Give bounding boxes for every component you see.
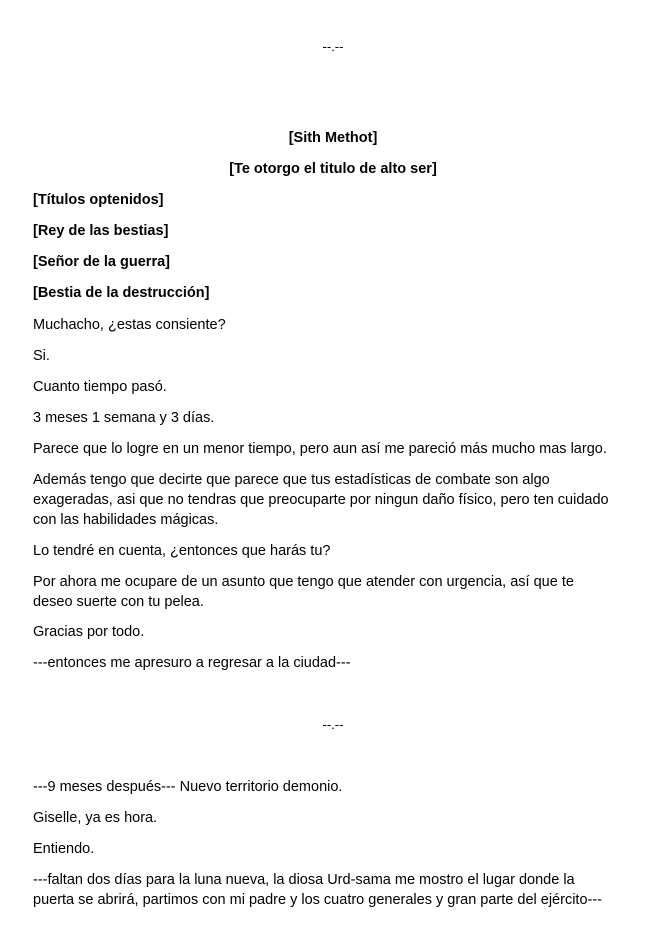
paragraph-line: Además tengo que decirte que parece que tus estadísticas de combate son algo [33,472,550,488]
paragraph-line: ---faltan dos días para la luna nueva, la diosa Urd-sama me mostro el lugar donde la [33,872,575,888]
paragraph-line: Giselle, ya es hora. [33,810,158,826]
title-item: [Bestia de la destrucción] [33,285,210,301]
section-separator-mid: --.-- [322,717,344,732]
paragraph-line: exageradas, asi que no tendras que preocuparte por ningun daño físico, pero ten cuidado [33,492,609,508]
section-separator-top: --.-- [322,39,344,54]
paragraph-line: puerta se abrirá, partimos con mi padre y los cuatro generales y gran parte del ejército--- [33,892,602,908]
paragraph-line: Lo tendré en cuenta, ¿entonces que harás tu? [33,543,331,559]
paragraph-line: Muchacho, ¿estas consiente? [33,317,226,333]
paragraph-line: 3 meses 1 semana y 3 días. [33,410,215,426]
paragraph-line: Parece que lo logre en un menor tiempo, pero aun así me pareció más mucho mas largo. [33,441,607,457]
heading-title-granted: [Te otorgo el titulo de alto ser] [229,161,437,177]
paragraph-line: Por ahora me ocupare de un asunto que tengo que atender con urgencia, así que te [33,574,574,590]
paragraph-line: Gracias por todo. [33,624,145,640]
heading-sith-methot: [Sith Methot] [288,130,378,146]
paragraph-line: Cuanto tiempo pasó. [33,379,167,395]
paragraph-line: ---entonces me apresuro a regresar a la ciudad--- [33,655,351,671]
title-item: [Señor de la guerra] [33,254,170,270]
titles-heading: [Títulos optenidos] [33,192,164,208]
paragraph-line: con las habilidades mágicas. [33,512,219,528]
paragraph-line: deseo suerte con tu pelea. [33,594,204,610]
paragraph-line: Si. [33,348,50,364]
paragraph-line: ---9 meses después--- Nuevo territorio demonio. [33,779,343,795]
title-item: [Rey de las bestias] [33,223,169,239]
paragraph-line: Entiendo. [33,841,95,857]
